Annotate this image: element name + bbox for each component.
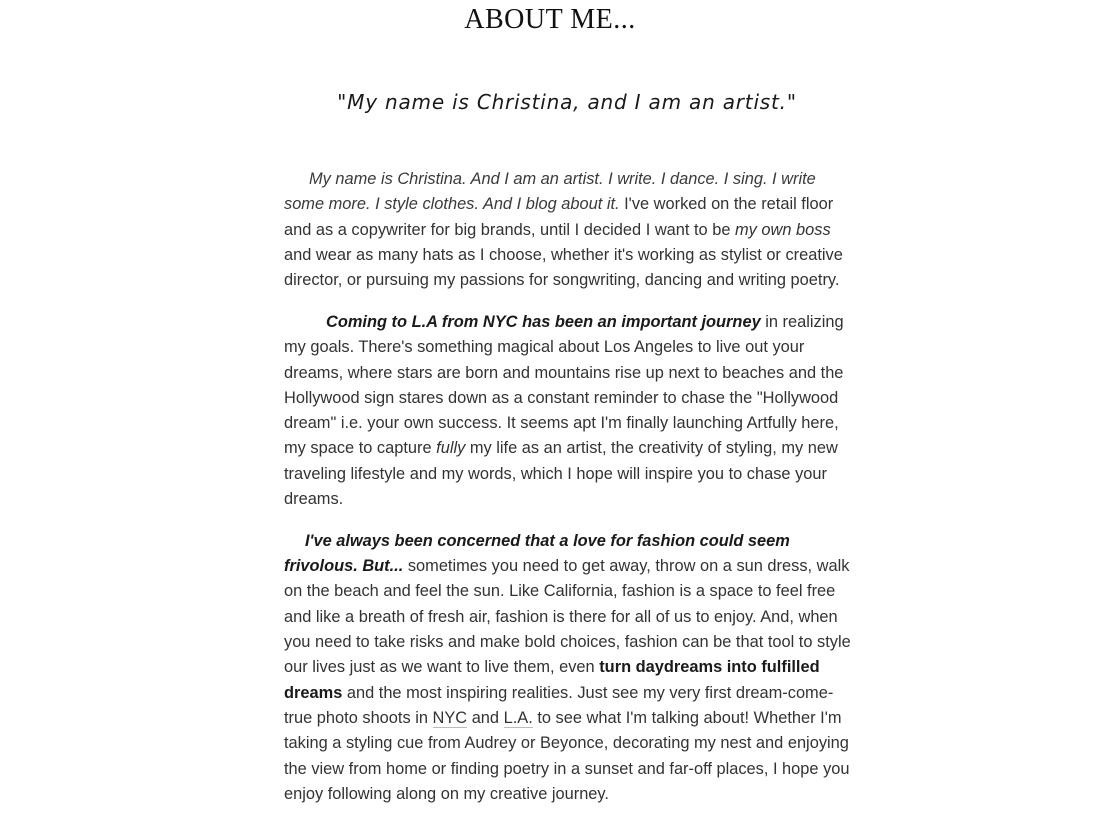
fashion-bold-phrase: turn daydreams into fulfilled dreams <box>284 658 820 702</box>
fashion-text-c: and <box>467 708 504 727</box>
journey-emphasis: fully <box>436 439 466 458</box>
paragraph-journey <box>284 310 856 512</box>
about-content <box>284 167 856 807</box>
fashion-text-a: sometimes you need to get away, throw on a sun dress, walk on the beach and feel the sun. Like California, fashion is a space to feel free and like a breath of fresh air, fashion is there for all of us to enjoy. And, when you need to take risks and make bold choices, fashion can be that tool to style our lives just as we want to live them, even <box>284 557 851 677</box>
intro-emphasis: my own boss <box>735 220 831 239</box>
paragraph-intro <box>284 167 856 293</box>
journey-lead: Coming to L.A from NYC has been an important journey <box>326 312 761 331</box>
journey-text-a: in realizing my goals. There's something magical about Los Angeles to live out your dreams, where stars are born and mountains rise up next to beaches and the Hollywood sign stares down as a constant reminder to chase the "Hollywood dream" i.e. your own success. It seems apt I'm finally launching Artfully here, my space to capture <box>284 312 844 458</box>
fashion-text-b: and the most inspiring realities. Just see my very first dream-come-true photo shoots in <box>284 683 834 727</box>
nyc-shoot-link[interactable]: NYC <box>432 708 468 727</box>
intro-text-a: I've worked on the retail floor and as a copywriter for big brands, until I decided I want to be <box>284 195 834 239</box>
page-title: ABOUT ME... <box>464 4 636 35</box>
fashion-text-d: to see what I'm talking about! Whether I'm taking a styling cue from Audrey or Beyonce, decorating my nest and enjoying the view from home or finding poetry in a sunset and far-off places, I hope you enjoy following along on my creative journey. <box>284 708 850 803</box>
intro-quote: "My name is Christina, and I am an artist." <box>337 90 797 114</box>
journey-text-b: my life as an artist, the creativity of styling, my new traveling lifestyle and my words, which I hope will inspire you to chase your dreams. <box>284 439 838 509</box>
paragraph-fashion <box>284 529 856 807</box>
intro-text-b: and wear as many hats as I choose, whether it's working as stylist or creative director, or pursuing my passions for songwriting, dancing and writing poetry. <box>284 245 843 290</box>
intro-lead: My name is Christina. And I am an artist. I write. I dance. I sing. I write some more. I style clothes. And I blog about it. <box>284 170 816 214</box>
la-shoot-link[interactable]: L.A. <box>503 708 533 727</box>
fashion-lead: I've always been concerned that a love for fashion could seem frivolous. But... <box>284 531 790 576</box>
